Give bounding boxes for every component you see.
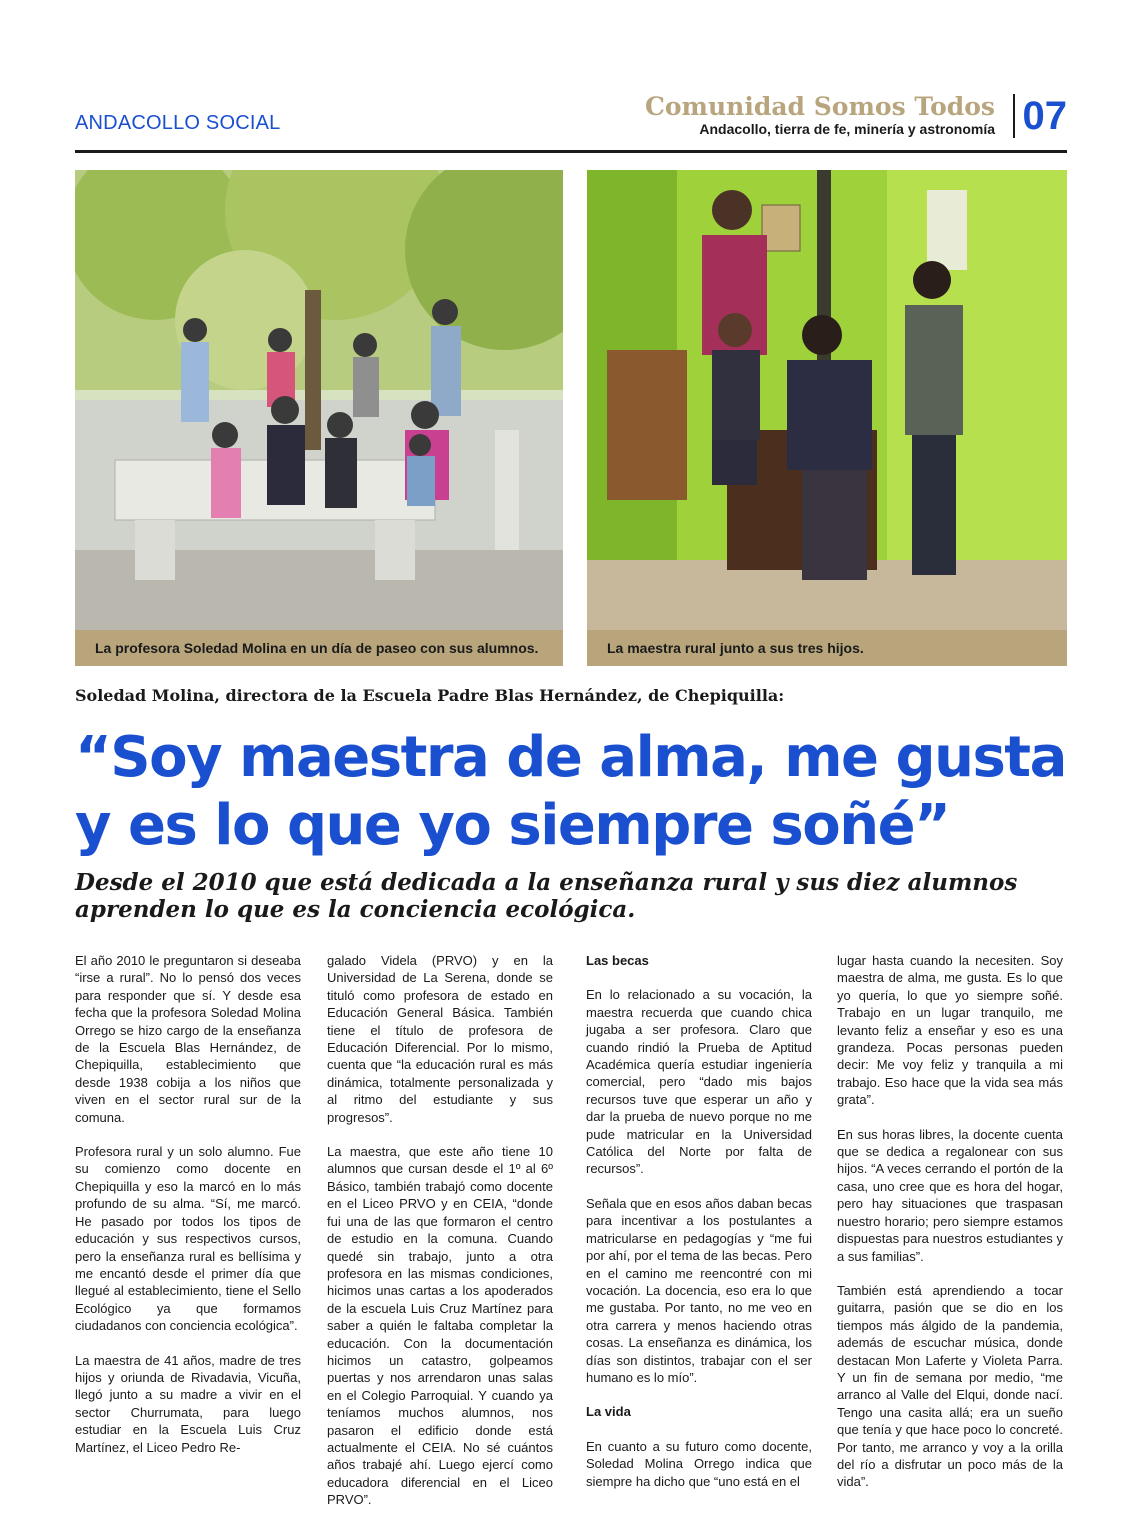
photo-caption: La maestra rural junto a sus tres hijos.	[587, 630, 1067, 666]
paragraph: El año 2010 le preguntaron si deseaba “irse a rural”. No lo pensó dos veces para responder que sí. Y desde esa fecha que la profesora Soledad Molina Orrego se hizo cargo de la enseñanza de la Escuela Blas Hernández, de Chepiquilla, establecimiento que desde 1938 cobija a los niños que viven en el sector rural sur de la comuna.	[75, 953, 301, 1125]
article-column-2	[327, 952, 553, 1526]
paragraph: Señala que en esos años daban becas para incentivar a los postulantes a matricularse en pedagogías y “me fui por ahí, por el tema de las becas. Pero en el camino me reencontré con mi vocación. La docencia, eso era lo que me gustaba. Por tanto, no me veo en otra carrera y menos haciendo otras cosas. La enseñanza es dinámica, los días son distintos, trabajar con el ser humano es lo mío”.	[586, 1195, 812, 1385]
article-column-4	[837, 952, 1063, 1508]
park-photo-illustration	[75, 170, 563, 630]
paragraph: En cuanto a su futuro como docente, Soledad Molina Orrego indica que siempre ha dicho que “uno está en el	[586, 1438, 812, 1489]
page-number: 07	[1013, 94, 1068, 138]
headline-line: “Soy maestra de alma, me gusta	[75, 725, 1066, 790]
subheading-las-becas: Las becas	[586, 953, 649, 968]
headline-line: y es lo que yo siempre soñé”	[75, 793, 950, 858]
article-column-3	[586, 952, 812, 1507]
article-deck: Desde el 2010 que está dedicada a la enseñanza rural y sus diez alumnos aprenden lo que es la conciencia ecológica.	[75, 869, 1018, 923]
publication-tagline: Andacollo, tierra de fe, minería y astronomía	[699, 121, 995, 137]
article-kicker: Soledad Molina, directora de la Escuela Padre Blas Hernández, de Chepiquilla:	[75, 686, 785, 705]
paragraph: La maestra de 41 años, madre de tres hijos y oriunda de Rivadavia, Vicuña, llegó junto a su madre a vivir en el sector Churrumata, para luego estudiar en la Escuela Luis Cruz Martínez, el Liceo Pedro Re-	[75, 1352, 301, 1455]
paragraph: galado Videla (PRVO) y en la Universidad de La Serena, donde se tituló como profesora de estado en Educación General Básica. También tiene el título de profesora de Educación Diferencial. Por lo mismo, cuenta que “la educación rural es más dinámica, totalmente personalizada y al ritmo del estudiante y sus progresos”.	[327, 953, 553, 1125]
paragraph: En sus horas libres, la docente cuenta que se dedica a regalonear con sus hijos. “A veces cerrando el portón de la casa, uno cree que es hora del hogar, pero hay situaciones que traspasan nuestro horario; pero siempre estamos dispuestas para nuestros estudiantes y a sus familias”.	[837, 1126, 1063, 1264]
family-photo-illustration	[587, 170, 1067, 630]
photo-caption: La profesora Soledad Molina en un día de paseo con sus alumnos.	[75, 630, 563, 666]
section-label: ANDACOLLO SOCIAL	[75, 112, 281, 134]
article-headline	[75, 724, 1075, 860]
page-header	[75, 92, 1067, 153]
paragraph: Profesora rural y un solo alumno. Fue su comienzo como docente en Chepiquilla y eso la marcó en lo más profundo de su alma. “Sí, me marcó. He pasado por todos los tipos de educación y sus respectivos cursos, pero la enseñanza rural es bellísima y me encantó desde el primer día que llegué al establecimiento, tiene el Sello Ecológico ya que formamos ciudadanos con conciencia ecológica”.	[75, 1144, 301, 1334]
photo-teacher-with-children	[587, 170, 1067, 666]
paragraph: En lo relacionado a su vocación, la maestra recuerda que cuando chica jugaba a ser profesora. Claro que cuando rindió la Prueba de Aptitud Académica quería estudiar ingeniería comercial, pero “dado mis bajos recursos tuve que esperar un año y dar la prueba de nuevo porque no me pude matricular en la Universidad Católica del Norte por falta de recursos”.	[586, 987, 812, 1177]
paragraph: La maestra, que este año tiene 10 alumnos que cursan desde el 1º al 6º Básico, también trabajó como docente en el Liceo PRVO y en CEIA, “donde fui una de las que formaron el centro de estudio en la comuna. Cuando quedé sin trabajo, junto a otra profesora en las mismas condiciones, hicimos unas cartas a los apoderados de la escuela Luis Cruz Martínez para saber a quién le faltaba completar la educación. Con la documentación hicimos un catastro, golpeamos puertas y nos arrendaron unas salas en el Colegio Parroquial. Y cuando ya teníamos muchos alumnos, nos pasaron el edificio donde está actualmente el CEIA. No sé cuántos años trabajé ahí. Luego ejercí como educadora diferencial en el Liceo PRVO”.	[327, 1144, 553, 1508]
subheading-la-vida: La vida	[586, 1404, 631, 1420]
paragraph: lugar hasta cuando la necesiten. Soy maestra de alma, me gusta. Es lo que yo quería, lo que yo siempre soñé. Trabajo en un lugar tranquilo, me levanto feliz a enseñar y eso es una grandeza. Pocas personas pueden decir: Me voy feliz y tranquila a mi trabajo. Eso hace que la vida sea más grata”.	[837, 953, 1063, 1108]
photo-teacher-with-students	[75, 170, 563, 666]
paragraph: También está aprendiendo a tocar guitarra, pasión que se dio en los tiempos más álgido de la pandemia, además de escuchar música, donde destacan Mon Laferte y Violeta Parra. Y un fin de semana por medio, “me arranco al Valle del Elqui, donde nací. Tengo una casita allá; era un sueño que tenía y que hace poco lo concreté. Por tanto, me arranco y voy a la orilla del río a disfrutar un poco más de la vida”.	[837, 1282, 1063, 1490]
article-column-1	[75, 952, 301, 1473]
publication-block	[645, 92, 995, 136]
publication-title: Comunidad Somos Todos	[644, 92, 995, 121]
